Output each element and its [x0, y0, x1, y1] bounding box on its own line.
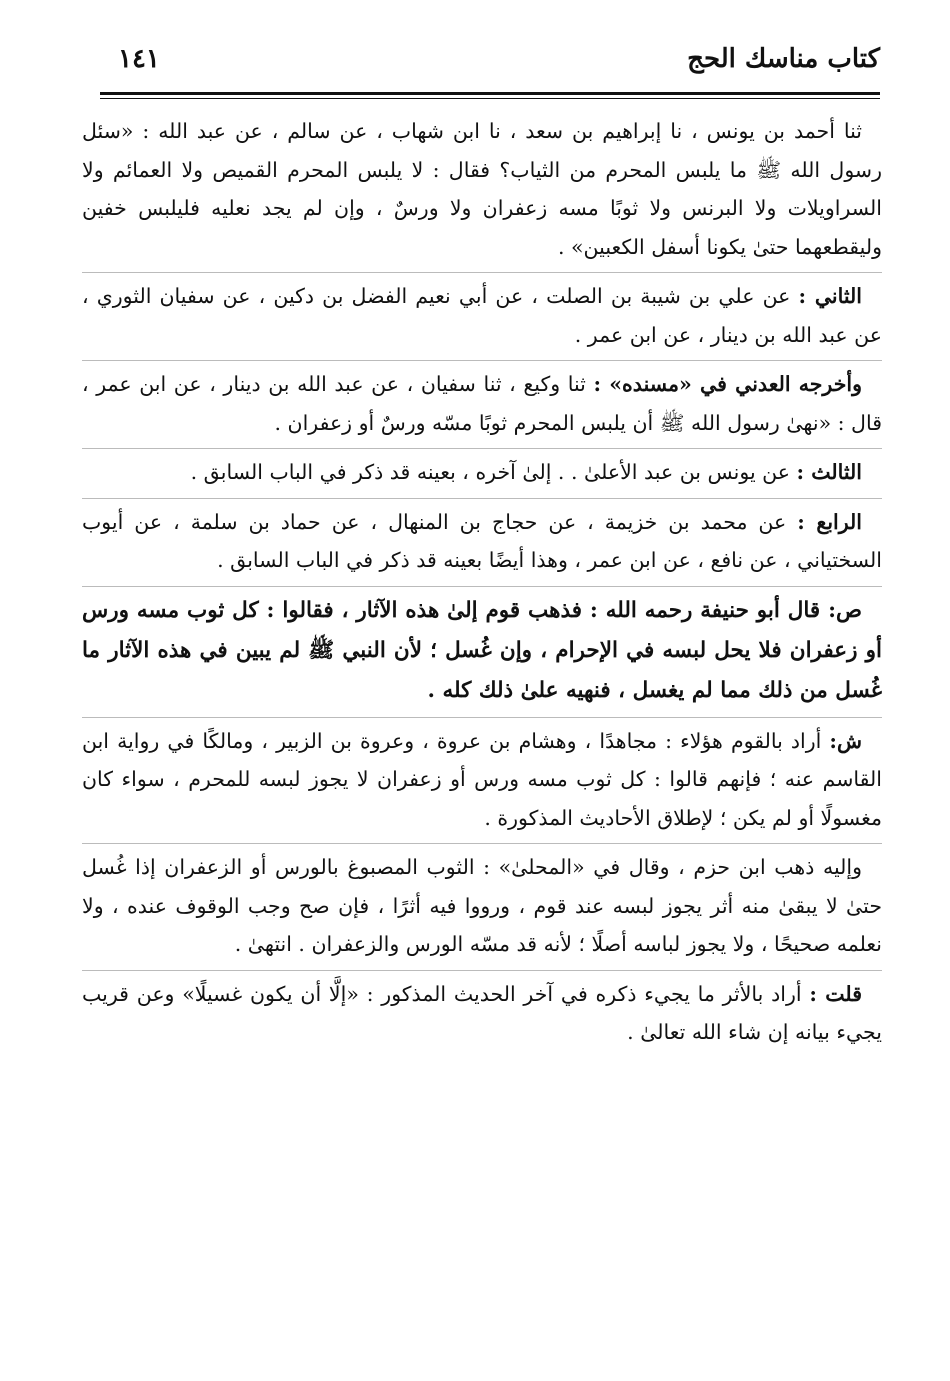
paragraph-divider [82, 498, 882, 499]
header-rule [100, 92, 880, 95]
paragraph [82, 453, 882, 492]
paragraph [82, 722, 882, 838]
paragraph-lead: الثالث : [796, 460, 862, 484]
book-title: كتاب مناسك الحج [687, 44, 880, 74]
paragraph-lead: الثاني : [798, 284, 862, 308]
paragraph-divider [82, 272, 882, 273]
paragraph [82, 112, 882, 266]
paragraph-lead: ش: [829, 728, 862, 753]
paragraph [82, 503, 882, 580]
paragraph-text: عن يونس بن عبد الأعلىٰ . . إلىٰ آخره ، بعينه قد ذكر في الباب السابق . [190, 460, 797, 484]
paragraph-divider [82, 448, 882, 449]
paragraph [82, 365, 882, 442]
header-rule-thin [100, 98, 880, 99]
paragraph-divider [82, 360, 882, 361]
paragraph-text: ثنا أحمد بن يونس ، نا إبراهيم بن سعد ، نا ابن شهاب ، عن سالم ، عن عبد الله : «سئل رسول الله ﷺ ما يلبس المحرم من الثياب؟ فقال : لا يلبس المحرم القميص ولا العمائم ولا السراويلات ولا البرنس ولا ثوبًا مسه زعفران ولا ورسٌ ، وإن لم يجد نعليه فليلبس خفين وليقطعهما حتىٰ يكونا أسفل الكعبين» . [82, 119, 882, 259]
page-body [82, 112, 882, 1052]
paragraph-lead: الرابع : [797, 509, 862, 534]
paragraph-text: عن علي بن شيبة بن الصلت ، عن أبي نعيم الفضل بن دكين ، عن سفيان الثوري ، عن عبد الله بن دينار ، عن ابن عمر . [82, 284, 882, 347]
matn-paragraph [82, 591, 882, 711]
paragraph-text: وإليه ذهب ابن حزم ، وقال في «المحلىٰ» : الثوب المصبوغ بالورس أو الزعفران إذا غُسل حتىٰ لا يبقىٰ منه أثر يجوز لبسه عند قوم ، ورووا فيه أثرًا ، فإن صح وجب الوقوف عنده ، ولا نعلمه صحيحًا ، ولا يجوز لباسه أصلًا ؛ لأنه قد مسّه الورس والزعفران . انتهىٰ . [82, 855, 882, 956]
paragraph [82, 277, 882, 354]
paragraph [82, 848, 882, 964]
paragraph-divider [82, 717, 882, 718]
paragraph-text: أراد بالأثر ما يجيء ذكره في آخر الحديث المذكور : «إلَّا أن يكون غسيلًا» وعن قريب يجيء بيانه إن شاء الله تعالىٰ . [82, 981, 882, 1044]
running-header [100, 40, 880, 90]
paragraph [82, 975, 882, 1052]
paragraph-lead: قلت : [809, 981, 862, 1006]
paragraph-text: أراد بالقوم هؤلاء : مجاهدًا ، وهشام بن عروة ، وعروة بن الزبير ، ومالكًا في رواية ابن القاسم عنه ؛ فإنهم قالوا : كل ثوب مسه ورس أو زعفران لا يجوز لبسه للمحرم ، سواء كان مغسولًا أو لم يكن ؛ لإطلاق الأحاديث المذكورة . [82, 728, 882, 830]
paragraph-lead: ص: [828, 597, 862, 623]
paragraph-text: قال أبو حنيفة رحمه الله : فذهب قوم إلىٰ هذه الآثار ، فقالوا : كل ثوب مسه ورس أو زعفران فلا يحل لبسه في الإحرام ، وإن غُسل ؛ لأن النبي ﷺ لم يبين في هذه الآثار ما غُسل من ذلك مما لم يغسل ، فنهيه علىٰ ذلك كله . [82, 597, 882, 703]
paragraph-text: ثنا وكيع ، ثنا سفيان ، عن عبد الله بن دينار ، عن ابن عمر ، قال : «نهىٰ رسول الله ﷺ أن يلبس المحرم ثوبًا مسّه ورسٌ أو زعفران . [82, 372, 882, 435]
paragraph-lead: وأخرجه العدني في «مسنده» : [593, 372, 862, 396]
page-number: ١٤١ [118, 44, 160, 74]
paragraph-divider [82, 586, 882, 587]
paragraph-text: عن محمد بن خزيمة ، عن حجاج بن المنهال ، عن حماد بن سلمة ، عن أيوب السختياني ، عن نافع ، عن ابن عمر ، وهذا أيضًا بعينه قد ذكر في الباب السابق . [82, 509, 882, 572]
paragraph-divider [82, 970, 882, 971]
paragraph-divider [82, 843, 882, 844]
